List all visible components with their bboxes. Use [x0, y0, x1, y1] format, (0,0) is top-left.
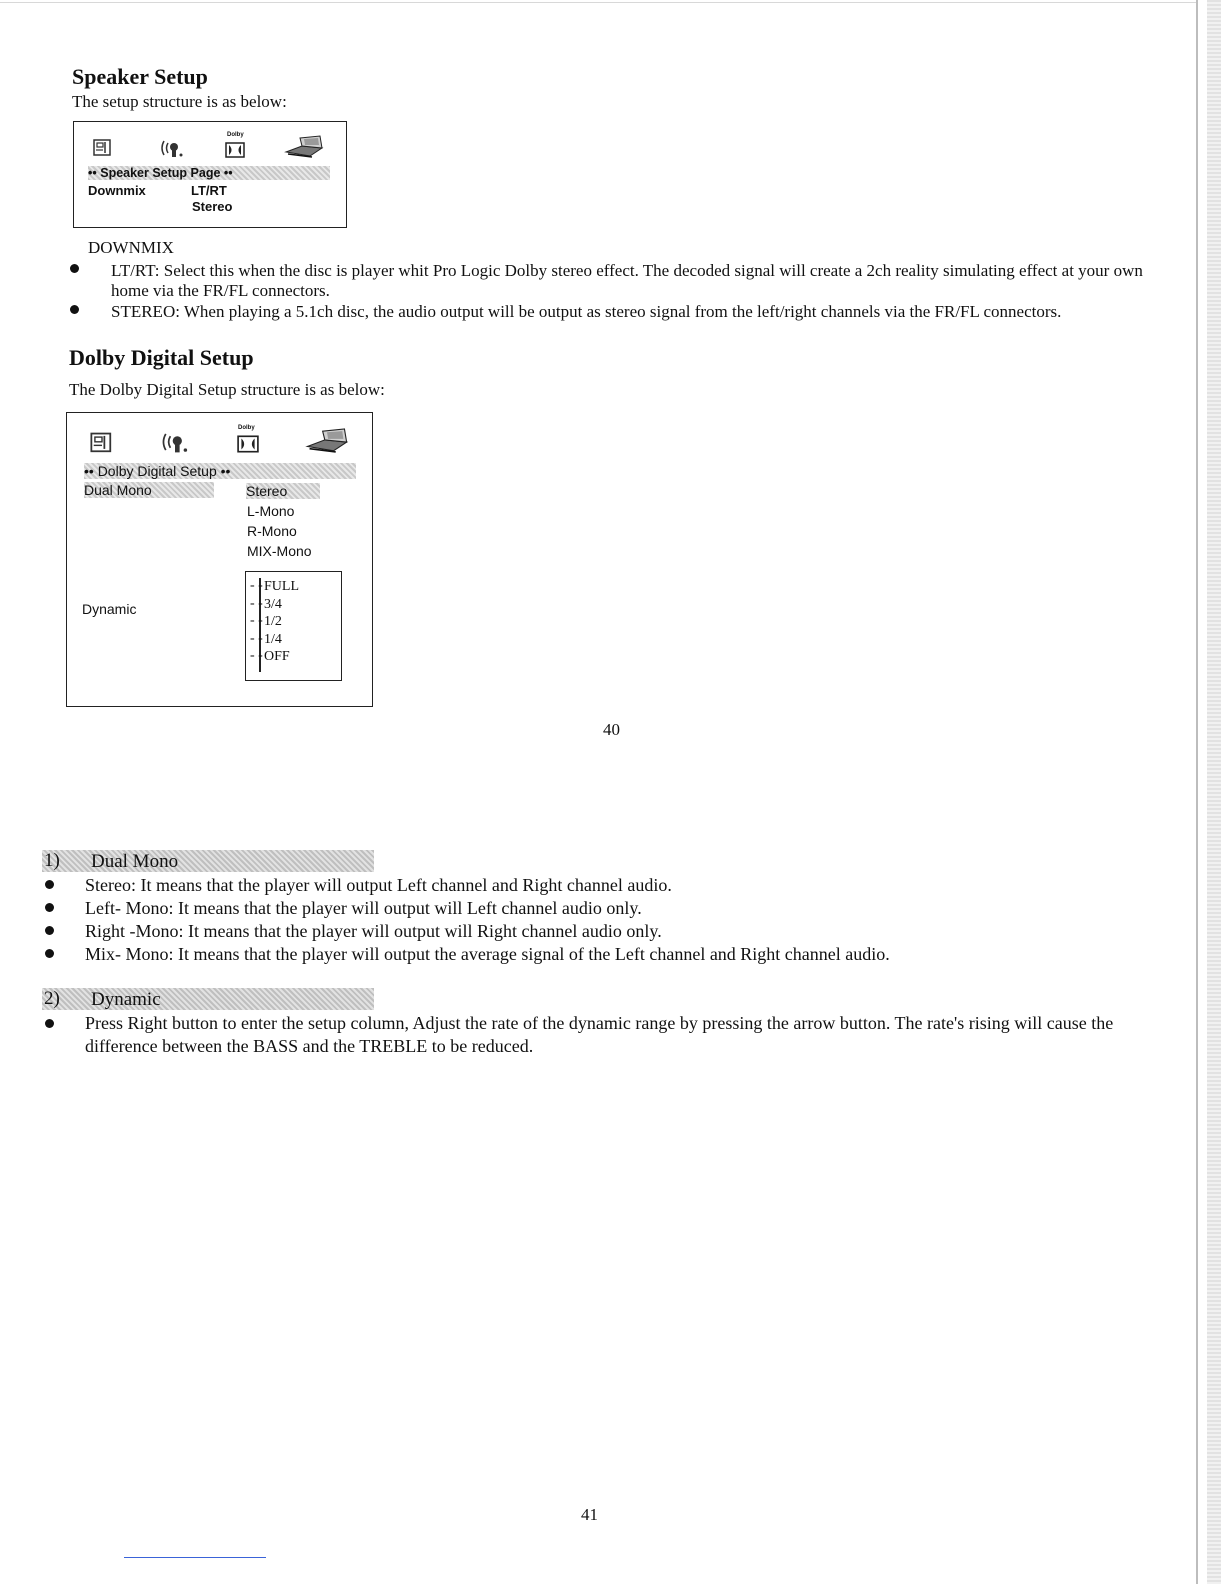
stereo-option[interactable]: Stereo: [192, 199, 233, 214]
dolby-setup-intro: The Dolby Digital Setup structure is as below:: [69, 380, 385, 399]
downmix-subheading: DOWNMIX: [88, 238, 174, 257]
dynamic-item[interactable]: Dynamic: [82, 601, 137, 617]
tick-mark: - -: [250, 648, 263, 663]
dolby-setup-title: Dolby Digital Setup: [69, 345, 254, 370]
general-setup-icon: [92, 138, 114, 158]
level-full[interactable]: FULL: [264, 579, 299, 594]
ltrt-description: LT/RT: Select this when the disc is player whit Pro Logic Dolby stereo effect. The decoded signal will create a 2ch reality simulating effect at your own home via the FR/FL connectors.: [111, 261, 1143, 300]
mix-mono-option[interactable]: MIX-Mono: [247, 543, 312, 559]
dynamic-heading-number: 2): [44, 988, 60, 1009]
bullet-dot: [45, 880, 54, 889]
stereo-description: STEREO: When playing a 5.1ch disc, the audio output will be output as stereo signal from the left/right channels via the FR/FL connectors.: [111, 302, 1062, 321]
l-mono-option[interactable]: L-Mono: [247, 503, 295, 519]
speaker-osd-box: [73, 121, 347, 228]
bullet-dot: [45, 1019, 54, 1028]
preference-setup-icon: [282, 134, 326, 160]
dolby-label-small: Dolby: [238, 425, 255, 431]
tick-mark: - -: [250, 613, 263, 628]
bullet-dot: [70, 264, 79, 273]
dual-mono-left-text: Left- Mono: It means that the player will output will Left channel audio only.: [85, 898, 642, 918]
scan-right-shadow: [1207, 0, 1221, 1584]
speaker-setup-icon: [160, 429, 190, 455]
bullet-dot: [45, 903, 54, 912]
dual-mono-mix-text: Mix- Mono: It means that the player will output the average signal of the Left channel and Right channel audio.: [85, 944, 890, 964]
dynamic-description: Press Right button to enter the setup column, Adjust the rate of the dynamic range by pressing the arrow button. The rate's rising will cause the difference between the BASS and the TREBLE to be reduced.: [85, 1013, 1114, 1056]
dual-mono-item[interactable]: Dual Mono: [84, 482, 214, 498]
dual-mono-stereo-text: Stereo: It means that the player will output Left channel and Right channel audio.: [85, 875, 672, 895]
bullet-dot: [45, 949, 54, 958]
speaker-setup-intro: The setup structure is as below:: [72, 92, 287, 111]
tick-mark: - -: [250, 578, 263, 593]
speaker-setup-icon: [159, 137, 185, 159]
ltrt-option[interactable]: LT/RT: [191, 183, 227, 198]
downmix-label[interactable]: Downmix: [88, 183, 146, 198]
bullet-dot: [70, 305, 79, 314]
tick-mark: - -: [250, 595, 263, 611]
dynamic-heading: Dynamic: [91, 989, 161, 1010]
general-setup-icon: [89, 431, 115, 455]
dolby-osd-box: [66, 412, 373, 707]
level-3-4[interactable]: 3/4: [264, 596, 282, 612]
dolby-icon: [225, 142, 245, 158]
bullet-dot: [45, 926, 54, 935]
dynamic-slider-box[interactable]: [245, 571, 342, 681]
page-number-41: 41: [581, 1505, 598, 1524]
r-mono-option[interactable]: R-Mono: [247, 523, 297, 539]
dual-mono-heading-number: 1): [44, 850, 60, 871]
dolby-page-title: •• Dolby Digital Setup ••: [84, 463, 356, 479]
dolby-label-small: Dolby: [227, 132, 244, 138]
stereo-option[interactable]: Stereo: [246, 483, 320, 499]
footer-rule: [124, 1557, 266, 1558]
level-1-4[interactable]: 1/4: [264, 631, 282, 647]
speaker-page-title: •• Speaker Setup Page ••: [88, 166, 330, 180]
scan-top-edge: [0, 2, 1196, 3]
slider-ticks: [250, 577, 263, 665]
slider-levels: [264, 578, 299, 666]
speaker-setup-title: Speaker Setup: [72, 64, 208, 89]
dual-mono-right-text: Right -Mono: It means that the player will output will Right channel audio only.: [85, 921, 662, 941]
preference-setup-icon: [303, 426, 351, 456]
dual-mono-heading: Dual Mono: [91, 851, 179, 872]
dolby-icon: [237, 435, 259, 453]
level-1-2[interactable]: 1/2: [264, 614, 282, 629]
page-number-40: 40: [603, 720, 620, 739]
tick-mark: - -: [250, 630, 263, 646]
level-off[interactable]: OFF: [264, 649, 290, 664]
scan-right-edge: [1196, 0, 1198, 1584]
